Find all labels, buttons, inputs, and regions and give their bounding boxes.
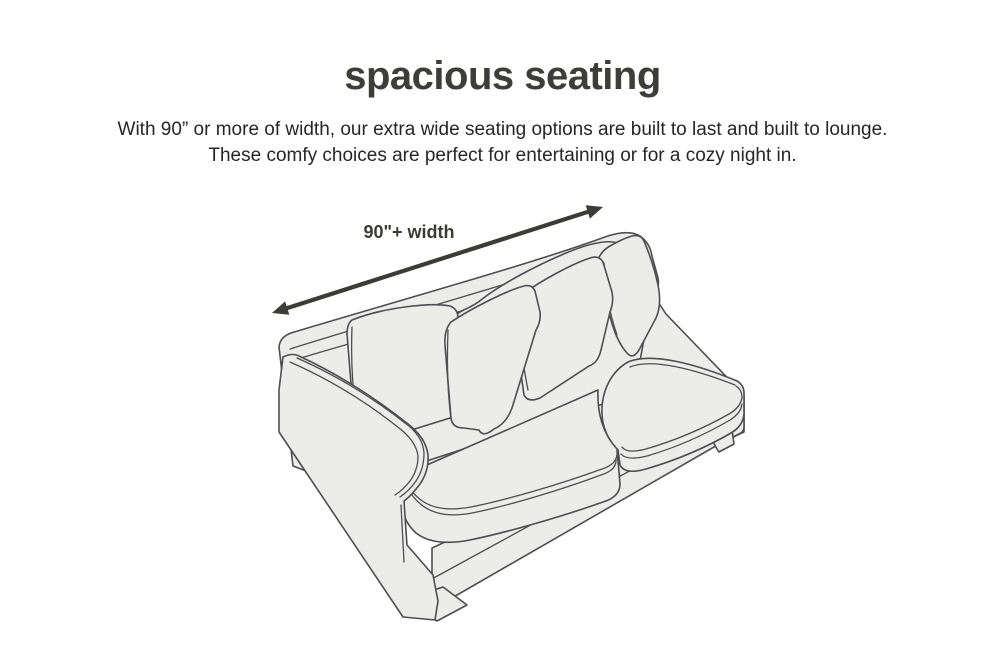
sofa-illustration: [279, 233, 744, 621]
page-title: spacious seating: [344, 54, 661, 98]
subtitle-line-1: With 90” or more of width, our extra wide seating options are built to last and built to lounge.: [117, 119, 888, 140]
subtitle-line-2: These comfy choices are perfect for entertaining or for a cozy night in.: [208, 145, 797, 166]
sofa-seat-cushion-right: [602, 358, 744, 471]
width-dimension-label: 90"+ width: [363, 222, 455, 242]
